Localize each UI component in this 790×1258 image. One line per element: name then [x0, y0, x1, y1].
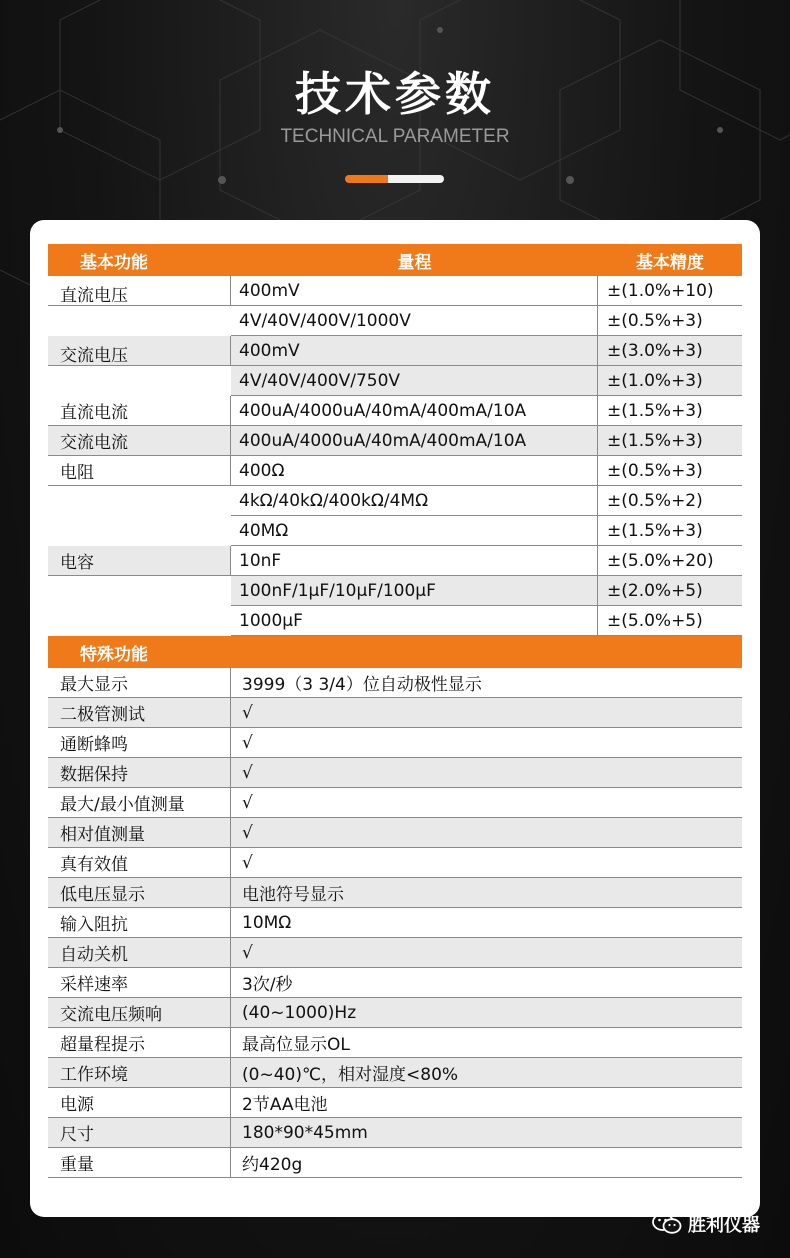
header-basic-function: 基本功能: [48, 244, 231, 276]
special-value-cell: 最高位显示OL: [231, 1028, 742, 1058]
accuracy-cell: ±(0.5%+3): [598, 306, 742, 336]
range-cell: 400Ω: [231, 456, 598, 486]
accuracy-cell: ±(0.5%+3): [598, 456, 742, 486]
special-name-cell: 最大显示: [48, 668, 231, 698]
range-cell: 4V/40V/400V/750V: [231, 366, 598, 396]
accuracy-cell: ±(2.0%+5): [598, 576, 742, 606]
special-value-cell: √: [231, 758, 742, 788]
watermark: [652, 1212, 760, 1236]
special-value-cell: (0~40)℃，相对湿度<80%: [231, 1058, 742, 1088]
category-cell: 直流电流: [48, 396, 231, 426]
special-value-cell: 约420g: [231, 1148, 742, 1178]
special-value-cell: √: [231, 788, 742, 818]
range-cell: 400mV: [231, 276, 598, 306]
header-accuracy: 基本精度: [598, 244, 742, 276]
accuracy-cell: ±(1.0%+10): [598, 276, 742, 306]
special-name-cell: 超量程提示: [48, 1028, 231, 1058]
category-cell: 电阻: [48, 456, 231, 486]
special-name-cell: 通断蜂鸣: [48, 728, 231, 758]
category-cell: 交流电流: [48, 426, 231, 456]
range-cell: 1000μF: [231, 606, 598, 636]
special-value-cell: 180*90*45mm: [231, 1118, 742, 1148]
range-cell: 40MΩ: [231, 516, 598, 546]
accuracy-cell: ±(1.0%+3): [598, 366, 742, 396]
range-cell: 4V/40V/400V/1000V: [231, 306, 598, 336]
special-name-cell: 交流电压频响: [48, 998, 231, 1028]
special-name-cell: 电源: [48, 1088, 231, 1118]
special-name-cell: 自动关机: [48, 938, 231, 968]
page-title: 技术参数: [295, 67, 495, 121]
wechat-icon: [652, 1213, 682, 1235]
range-cell: 400uA/4000uA/40mA/400mA/10A: [231, 396, 598, 426]
special-value-cell: (40~1000)Hz: [231, 998, 742, 1028]
section-header-special: 特殊功能: [48, 636, 742, 668]
special-value-cell: 3999（3 3/4）位自动极性显示: [231, 668, 742, 698]
special-value-cell: √: [231, 818, 742, 848]
special-name-cell: 输入阻抗: [48, 908, 231, 938]
page-subtitle: TECHNICAL PARAMETER: [280, 126, 510, 147]
accuracy-cell: ±(1.5%+3): [598, 396, 742, 426]
range-cell: 100nF/1μF/10μF/100μF: [231, 576, 598, 606]
special-name-cell: 采样速率: [48, 968, 231, 998]
range-cell: 4kΩ/40kΩ/400kΩ/4MΩ: [231, 486, 598, 516]
range-cell: 400uA/4000uA/40mA/400mA/10A: [231, 426, 598, 456]
special-value-cell: 电池符号显示: [231, 878, 742, 908]
range-cell: 400mV: [231, 336, 598, 366]
accuracy-cell: ±(1.5%+3): [598, 516, 742, 546]
accuracy-cell: ±(3.0%+3): [598, 336, 742, 366]
accuracy-cell: ±(0.5%+2): [598, 486, 742, 516]
spec-table: [48, 244, 742, 1178]
category-cell: 电容: [48, 546, 231, 576]
special-value-cell: √: [231, 728, 742, 758]
special-name-cell: 二极管测试: [48, 698, 231, 728]
accuracy-cell: ±(5.0%+20): [598, 546, 742, 576]
range-cell: 10nF: [231, 546, 598, 576]
special-name-cell: 真有效值: [48, 848, 231, 878]
special-name-cell: 尺寸: [48, 1118, 231, 1148]
special-name-cell: 重量: [48, 1148, 231, 1178]
spec-card: [30, 220, 760, 1217]
category-cell: 交流电压: [48, 336, 231, 366]
accuracy-cell: ±(1.5%+3): [598, 426, 742, 456]
special-name-cell: 低电压显示: [48, 878, 231, 908]
special-value-cell: 2节AA电池: [231, 1088, 742, 1118]
accuracy-cell: ±(5.0%+5): [598, 606, 742, 636]
title-underline-decoration: [345, 175, 444, 183]
special-value-cell: √: [231, 938, 742, 968]
special-name-cell: 最大/最小值测量: [48, 788, 231, 818]
special-value-cell: 3次/秒: [231, 968, 742, 998]
watermark-text: 胜利仪器: [688, 1215, 760, 1236]
special-name-cell: 工作环境: [48, 1058, 231, 1088]
category-cell: 直流电压: [48, 276, 231, 306]
special-value-cell: 10MΩ: [231, 908, 742, 938]
header-range: 量程: [231, 244, 598, 276]
special-value-cell: √: [231, 848, 742, 878]
special-name-cell: 相对值测量: [48, 818, 231, 848]
special-name-cell: 数据保持: [48, 758, 231, 788]
special-value-cell: √: [231, 698, 742, 728]
